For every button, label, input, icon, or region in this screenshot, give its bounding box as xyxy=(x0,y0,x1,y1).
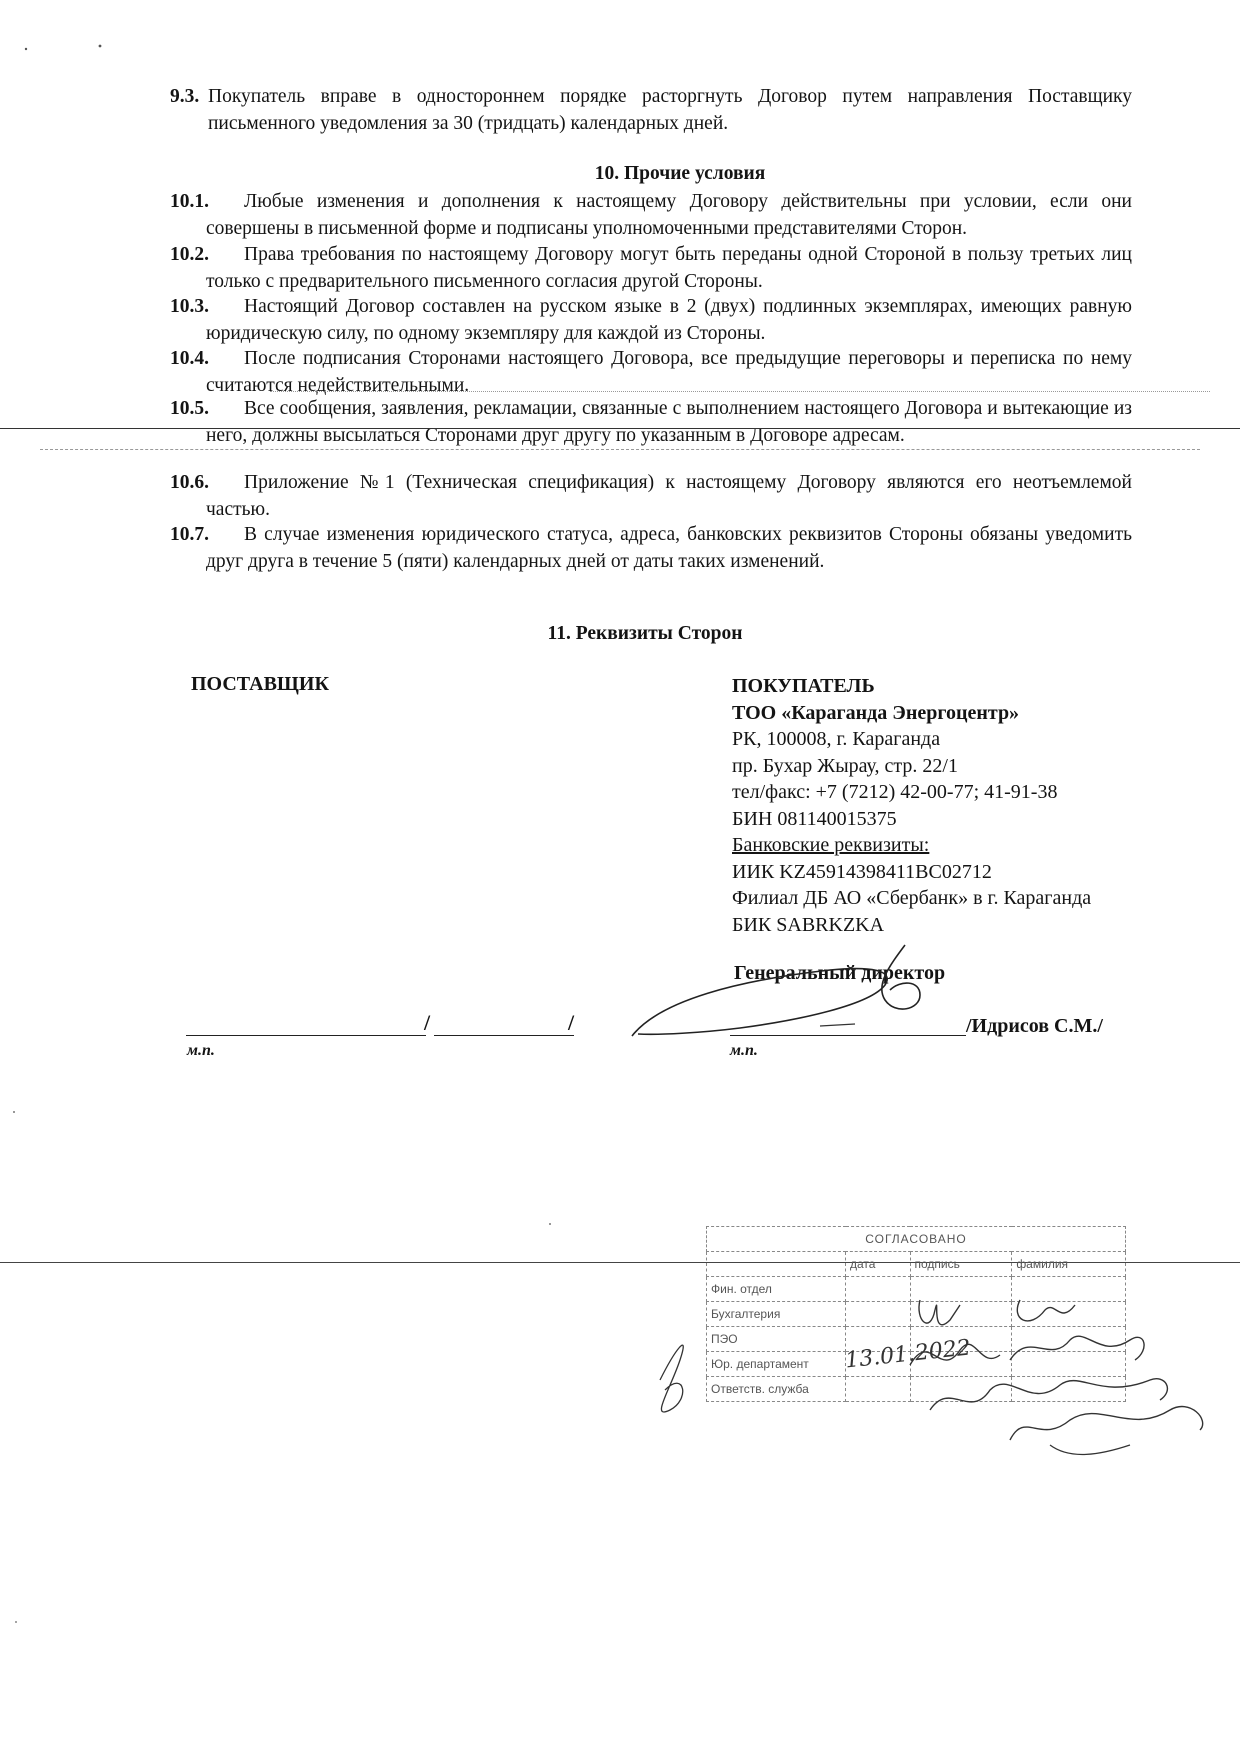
clause-10-3 xyxy=(170,293,1132,347)
stamp-row-label: Фин. отдел xyxy=(707,1277,846,1302)
buyer-details xyxy=(732,673,1091,938)
clause-9-3 xyxy=(170,83,1132,137)
buyer-bank: Филиал ДБ АО «Сбербанк» в г. Караганда xyxy=(732,887,1092,909)
buyer-bik: БИК SABRKZKA xyxy=(732,913,885,936)
clause-text: Приложение №1 (Техническая спецификация) к настоящему Договору являются его неотъемлемой частью. xyxy=(206,472,1132,520)
section-10-heading: 10. Прочие условия xyxy=(594,163,766,184)
clause-number: 9.3. xyxy=(170,86,200,107)
clause-text: Любые изменения и дополнения к настоящему Договору действительны при условии, если они совершены в письменной форме и подписаны уполномоченными представителями Сторон. xyxy=(206,191,1132,239)
clause-text: Покупатель вправе в одностороннем порядке расторгнуть Договор путем направления Поставщику письменного уведомления за 30 (тридцать) календарных дней. xyxy=(208,86,1132,134)
clause-10-1 xyxy=(170,188,1132,242)
supplier-seal-label: м.п. xyxy=(187,1042,215,1059)
clause-text: После подписания Сторонами настоящего Договора, все предыдущие переговоры и переписка по нему считаются недействительными. xyxy=(206,348,1132,396)
clause-text: Все сообщения, заявления, рекламации, связанные с выполнением настоящего Договора и вытекающие из него, должны высылаться Сторонами друг другу по указанным в Договоре адресам. xyxy=(206,398,1132,446)
buyer-iik: ИИК KZ45914398411BC02712 xyxy=(732,860,992,883)
buyer-address-city: РК, 100008, г. Караганда xyxy=(732,728,941,750)
stamp-row-label: Юр. департамент xyxy=(707,1352,846,1377)
clause-number: 10.1. xyxy=(170,191,209,212)
clause-10-6 xyxy=(170,469,1132,523)
stamp-row-label: Ответств. служба xyxy=(707,1377,846,1402)
supplier-title: ПОСТАВЩИК xyxy=(191,673,329,695)
buyer-title: ПОКУПАТЕЛЬ xyxy=(732,675,875,697)
clause-number: 10.7. xyxy=(170,524,209,545)
stamp-row-label: ПЭО xyxy=(707,1327,846,1352)
director-signature xyxy=(620,940,940,1050)
clause-number: 10.6. xyxy=(170,472,209,493)
buyer-phone: тел/факс: +7 (7212) 42-00-77; 41-91-38 xyxy=(732,781,1058,803)
clause-10-2 xyxy=(170,241,1132,295)
clause-number: 10.5. xyxy=(170,398,209,419)
clause-text: В случае изменения юридического статуса, адреса, банковских реквизитов Стороны обязаны уведомить друг друга в течение 5 (пяти) календарных дней от даты таких изменений. xyxy=(206,524,1132,572)
scan-artefact-line xyxy=(0,428,1240,429)
signature-slash: / xyxy=(568,1010,575,1035)
buyer-address-street: пр. Бухар Жырау, стр. 22/1 xyxy=(732,754,958,777)
buyer-position: Генеральный директор xyxy=(734,962,946,984)
stamp-col-surname: фамилия xyxy=(1012,1252,1126,1277)
clause-number: 10.4. xyxy=(170,348,209,369)
stamp-row-label: Бухгалтерия xyxy=(707,1302,846,1327)
supplier-signature-line xyxy=(186,1035,426,1036)
clause-text: Настоящий Договор составлен на русском языке в 2 (двух) подлинных экземплярах, имеющих равную юридическую силу, по одному экземпляру для каждой из Стороны. xyxy=(206,296,1132,344)
supplier-name-line xyxy=(434,1035,574,1036)
buyer-signatory: /Идрисов С.М./ xyxy=(966,1015,1103,1037)
buyer-bank-heading: Банковские реквизиты: xyxy=(732,834,930,856)
buyer-bin: БИН 081140015375 xyxy=(732,807,897,830)
section-11-heading: 11. Реквизиты Сторон xyxy=(547,623,743,644)
stamp-title: СОГЛАСОВАНО xyxy=(707,1227,1126,1252)
clause-text: Права требования по настоящему Договору могут быть переданы одной Стороной в пользу третьих лиц только с предварительного письменного согласия другой Стороны. xyxy=(206,244,1132,292)
scan-artefact-line xyxy=(270,391,1210,392)
stamp-col-signature: подпись xyxy=(910,1252,1012,1277)
clause-10-7 xyxy=(170,521,1132,575)
clause-number: 10.3. xyxy=(170,296,209,317)
signature-slash: / xyxy=(424,1010,431,1035)
buyer-seal-label: м.п. xyxy=(730,1042,758,1059)
clause-10-5 xyxy=(170,395,1132,449)
scan-artefact-line xyxy=(40,449,1200,450)
buyer-company: ТОО «Караганда Энергоцентр» xyxy=(732,701,1020,724)
stamp-handwritten-date: 13.01.2022 xyxy=(844,1335,972,1374)
clause-number: 10.2. xyxy=(170,244,209,265)
stamp-col-date: дата xyxy=(846,1252,911,1277)
approval-signatures xyxy=(630,1270,1230,1470)
